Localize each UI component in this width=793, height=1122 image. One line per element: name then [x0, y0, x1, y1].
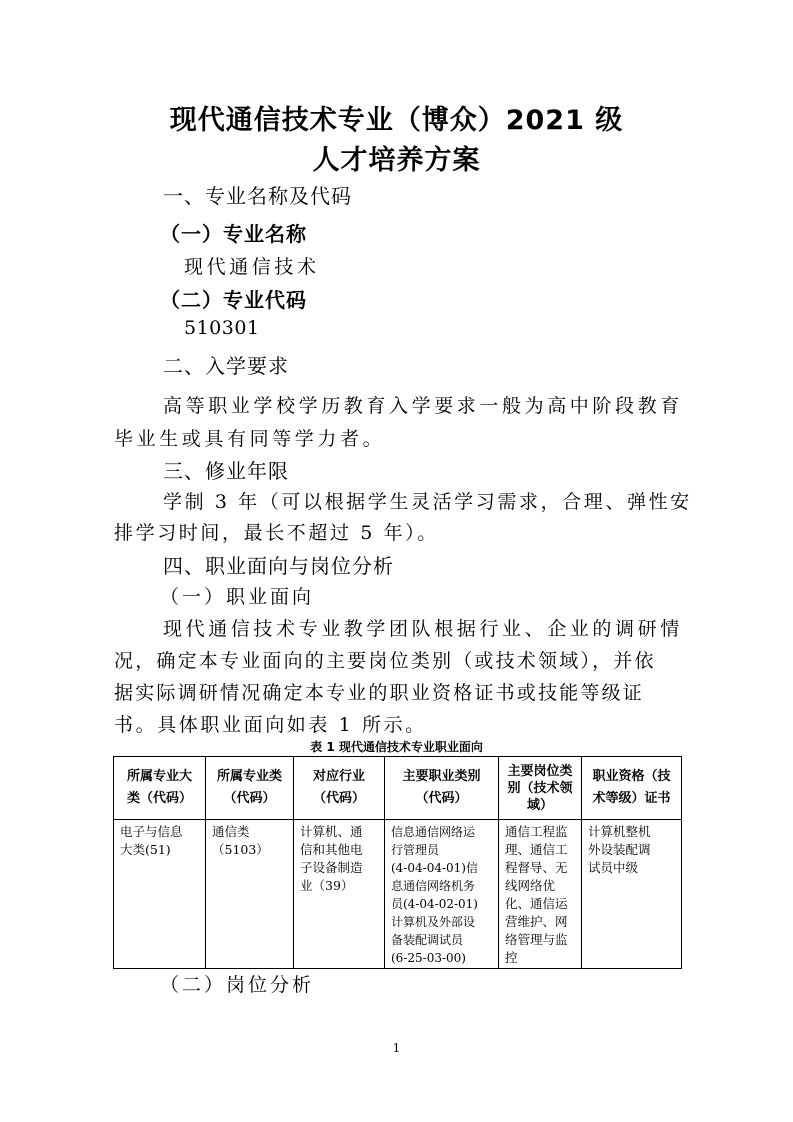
header-certificate: 职业资格（技 术等级）证书: [582, 757, 682, 820]
section3-paragraph-line1: 学制 3 年（可以根据学生灵活学习需求，合理、弹性安: [163, 491, 692, 513]
page-number: 1: [392, 1041, 401, 1055]
section4-sub2-heading: （二）岗位分析: [160, 974, 315, 996]
document-title-line1: 现代通信技术专业（博众）2021 级: [169, 105, 624, 136]
header-major-class: 所属专业类 （代码）: [206, 757, 294, 820]
table-header-row: [114, 757, 682, 820]
cell-major-class: 通信类 （5103）: [206, 820, 294, 969]
section1-sub1-heading: （一）专业名称: [160, 222, 307, 246]
header-position: 主要岗位类 别（技术领 域）: [499, 757, 582, 820]
table-row: [114, 820, 682, 969]
table-caption: 表 1 现代通信技术专业职业面向: [310, 740, 483, 754]
cell-certificate: 计算机整机 外设装配调 试员中级: [582, 820, 682, 969]
section4-heading: 四、职业面向与岗位分析: [163, 554, 394, 578]
section4-paragraph-line2: 况，确定本专业面向的主要岗位类别（或技术领域），并依: [114, 650, 656, 672]
cell-occupation: 信息通信网络运 行管理员 (4-04-04-01)信 息通信网络机务 员(4-04-02-01) 计算机及外部设 备装配调试员 (6-25-03-00): [385, 820, 499, 969]
cell-position: 通信工程监 理、通信工 程督导、无 线网络优 化、通信运 营维护、网 络管理与监 控: [499, 820, 582, 969]
header-major-category: 所属专业大 类（代码）: [114, 757, 206, 820]
section1-heading: 一、专业名称及代码: [163, 184, 352, 208]
section4-sub1-heading: （一）职业面向: [160, 586, 315, 608]
section2-heading: 二、入学要求: [163, 354, 289, 378]
cell-major-category: 电子与信息 大类(51): [114, 820, 206, 969]
major-code-value: 510301: [184, 317, 260, 339]
section1-sub2-heading: （二）专业代码: [160, 288, 307, 312]
section4-paragraph-line4: 书。具体职业面向如表 1 所示。: [114, 714, 427, 736]
career-orientation-table: [113, 756, 682, 969]
section3-paragraph-line2: 排学习时间，最长不超过 5 年）。: [114, 522, 439, 544]
section3-heading: 三、修业年限: [163, 459, 289, 483]
section4-paragraph-line1: 现代通信技术专业教学团队根据行业、企业的调研情: [163, 618, 683, 640]
section2-paragraph-line1: 高等职业学校学历教育入学要求一般为高中阶段教育: [163, 395, 683, 417]
major-name-value: 现代通信技术: [184, 256, 320, 278]
header-occupation: 主要职业类别 （代码）: [385, 757, 499, 820]
cell-industry: 计算机、通 信和其他电 子设备制造 业（39）: [294, 820, 385, 969]
section4-paragraph-line3: 据实际调研情况确定本专业的职业资格证书或技能等级证: [114, 682, 645, 704]
header-industry: 对应行业 （代码）: [294, 757, 385, 820]
document-title-line2: 人才培养方案: [312, 145, 481, 176]
section2-paragraph-line2: 毕业生或具有同等学力者。: [114, 428, 386, 450]
